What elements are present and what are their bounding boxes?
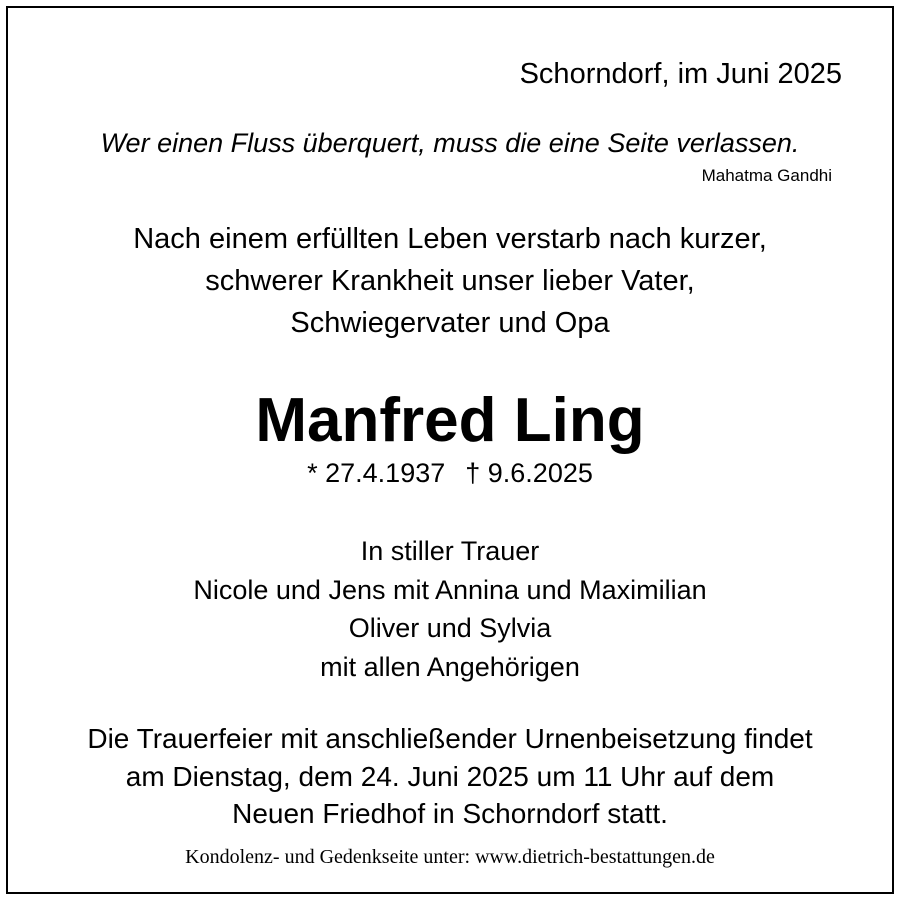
intro-line: Nach einem erfüllten Leben verstarb nach kurzer, [133, 223, 767, 255]
funeral-line: Neuen Friedhof in Schorndorf statt. [232, 798, 668, 829]
intro-text [8, 218, 892, 344]
place-date: Schorndorf, im Juni 2025 [519, 58, 842, 90]
obituary-notice [6, 6, 894, 894]
funeral-details [8, 720, 892, 833]
intro-line: Schwiegervater und Opa [290, 307, 610, 339]
deceased-name: Manfred Ling [255, 386, 645, 455]
intro-line: schwerer Krankheit unser lieber Vater, [205, 265, 695, 297]
funeral-line: am Dienstag, dem 24. Juni 2025 um 11 Uhr auf dem [125, 760, 775, 792]
quote-author: Mahatma Gandhi [701, 166, 832, 185]
mourners-block [8, 532, 892, 686]
funeral-line: Die Trauerfeier mit anschließender Urnenbeisetzung findet [87, 723, 813, 754]
condolence-footer: Kondolenz- und Gedenkseite unter: www.dietrich-bestattungen.de [185, 846, 715, 868]
mourners-line: mit allen Angehörigen [320, 651, 580, 682]
death-date: † 9.6.2025 [465, 458, 593, 488]
mourners-line: In stiller Trauer [360, 536, 540, 566]
mourners-line: Oliver und Sylvia [348, 613, 552, 643]
quote-text: Wer einen Fluss überquert, muss die eine Seite verlassen. [100, 128, 800, 158]
mourners-line: Nicole und Jens mit Annina und Maximilian [193, 574, 707, 605]
birth-date: * 27.4.1937 [307, 458, 446, 488]
life-dates [8, 458, 892, 489]
